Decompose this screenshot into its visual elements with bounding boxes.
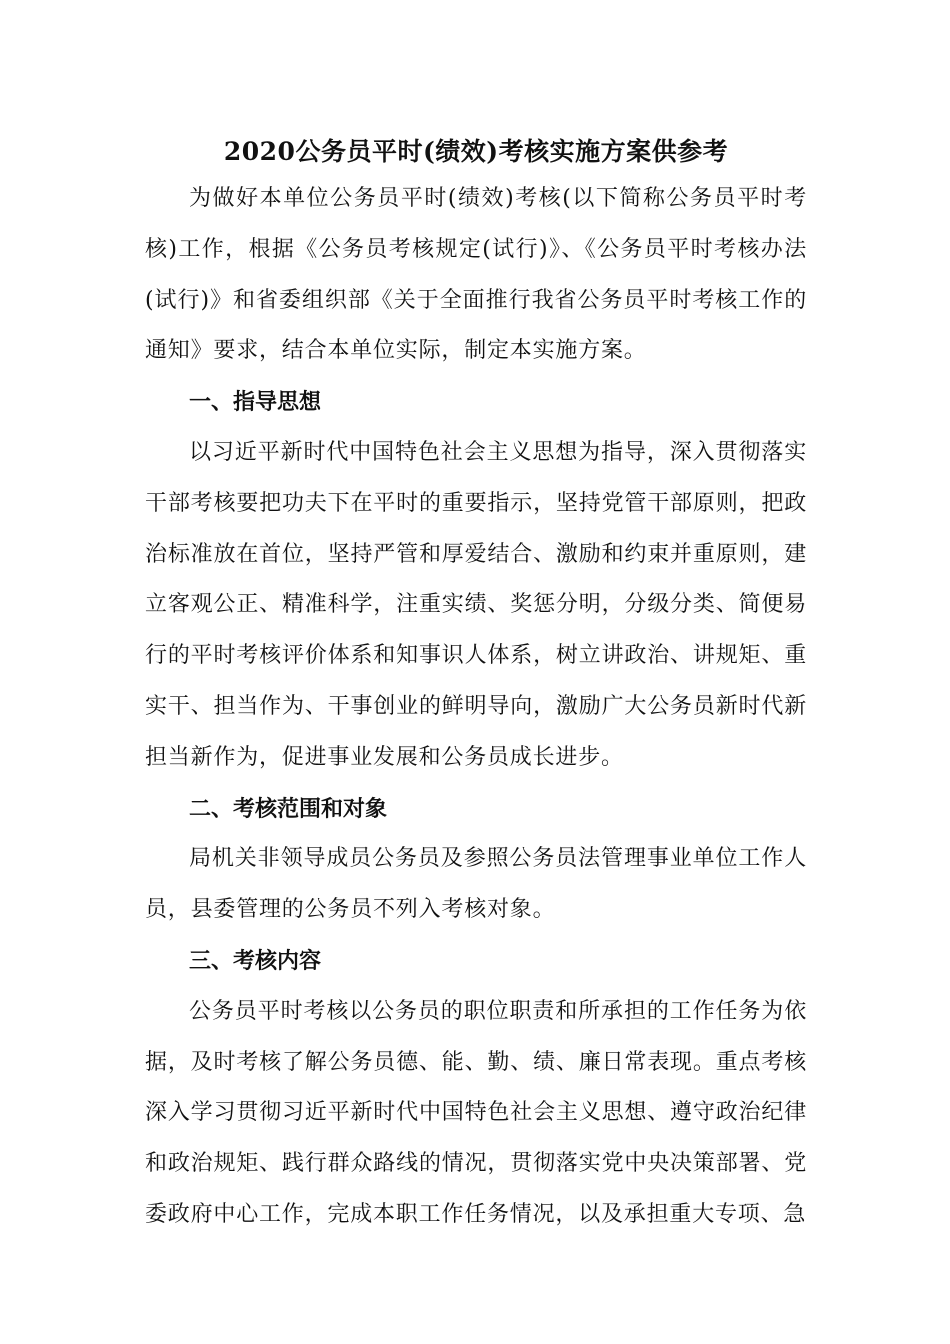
document-body: [145, 130, 807, 1241]
section-body-assessment-content: 公务员平时考核以公务员的职位职责和所承担的工作任务为依据，及时考核了解公务员德、能、勤、绩、廉日常表现。重点考核深入学习贯彻习近平新时代中国特色社会主义思想、遵守政治纪律和政治规矩、践行群众路线的情况，贯彻落实党中央决策部署、党委政府中心工作，完成本职工作任务情况，以及承担重大专项、急: [145, 998, 807, 1227]
intro-paragraph: 为做好本单位公务员平时(绩效)考核(以下简称公务员平时考核)工作，根据《公务员考核规定(试行)》、《公务员平时考核办法(试行)》和省委组织部《关于全面推行我省公务员平时考核工作的通知》要求，结合本单位实际，制定本实施方案。: [145, 186, 807, 364]
section-body-guiding-ideology: 以习近平新时代中国特色社会主义思想为指导，深入贯彻落实干部考核要把功夫下在平时的重要指示，坚持党管干部原则，把政治标准放在首位，坚持严管和厚爱结合、激励和约束并重原则，建立客观公正、精准科学，注重实绩、奖惩分明，分级分类、简便易行的平时考核评价体系和知事识人体系，树立讲政治、讲规矩、重实干、担当作为、干事创业的鲜明导向，激励广大公务员新时代新担当新作为，促进事业发展和公务员成长进步。: [145, 439, 807, 770]
section-heading-assessment-content: 三、考核内容: [189, 947, 322, 974]
section-heading-scope-and-targets: 二、考核范围和对象: [189, 795, 388, 822]
section-body-scope-and-targets: 局机关非领导成员公务员及参照公务员法管理事业单位工作人员，县委管理的公务员不列入考核对象。: [145, 846, 807, 923]
section-heading-guiding-ideology: 一、指导思想: [189, 389, 322, 416]
document-title: 2020公务员平时(绩效)考核实施方案供参考: [223, 137, 729, 166]
